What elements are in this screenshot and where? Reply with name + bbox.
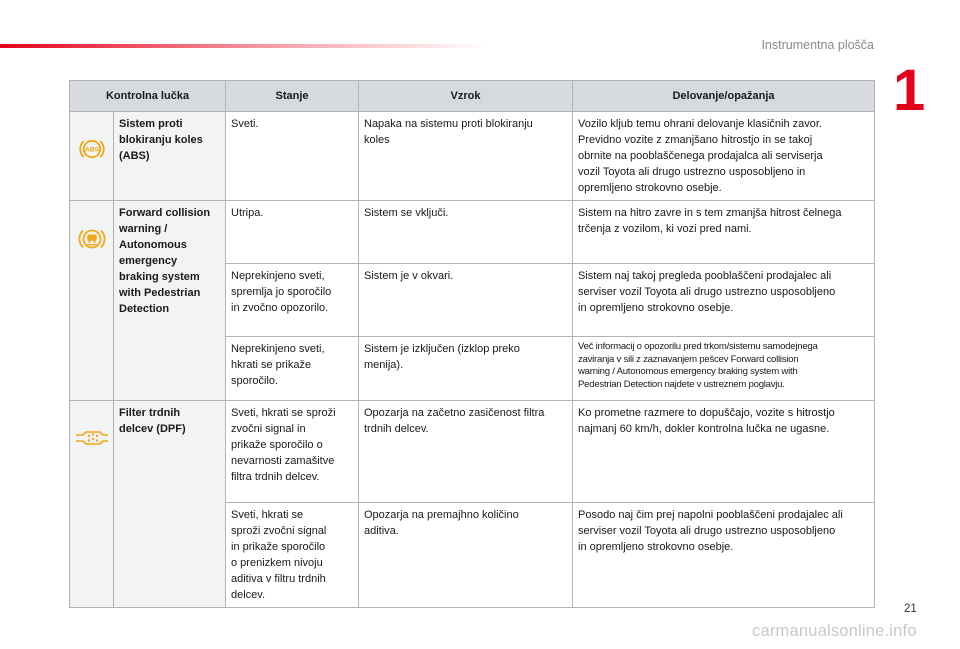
cause-cell: Opozarja na začetno zasičenost filtra trdnih delcev. bbox=[359, 401, 573, 503]
action-cell: Več informacij o opozorilu pred trkom/sistemu samodejnega zaviranja v sili z zaznavanjem pešcev Forward collision warning / Autonomous emergency braking system with Pedestrian Detection najdete v ustreznem poglavju. bbox=[573, 337, 875, 401]
chapter-number: 1 bbox=[893, 58, 926, 123]
action-cell: Sistem na hitro zavre in s tem zmanjša hitrost čelnega trčenja z vozilom, ki vozi pred nami. bbox=[573, 201, 875, 264]
column-header-indicator: Kontrolna lučka bbox=[70, 81, 226, 112]
page-number: 21 bbox=[904, 603, 917, 615]
table-row bbox=[70, 401, 875, 503]
warning-lights-table bbox=[69, 80, 875, 608]
svg-text:ABS: ABS bbox=[84, 146, 99, 154]
particle-filter-icon bbox=[75, 426, 109, 450]
cause-cell: Sistem je v okvari. bbox=[359, 264, 573, 337]
section-title: Instrumentna plošča bbox=[761, 38, 874, 52]
action-cell: Vozilo kljub temu ohrani delovanje klasičnih zavor. Previdno vozite z zmanjšano hitrostjo in se takoj obrnite na pooblaščenega prodajalca ali serviserja vozil Toyota ali drugo ustrezno usposobljeno in opremljeno strokovno osebje. bbox=[573, 112, 875, 201]
table-header-row bbox=[70, 81, 875, 112]
state-cell: Sveti. bbox=[226, 112, 359, 201]
action-cell: Posodo naj čim prej napolni pooblaščeni prodajalec ali serviser vozil Toyota ali drugo ustrezno usposobljeno in opremljeno strokovno osebje. bbox=[573, 503, 875, 608]
indicator-name: Sistem proti blokiranju koles (ABS) bbox=[114, 112, 226, 201]
watermark: carmanualsonline.info bbox=[752, 622, 917, 640]
action-cell: Sistem naj takoj pregleda pooblaščeni prodajalec ali serviser vozil Toyota ali drugo ustrezno usposobljeno in opremljeno strokovno osebje. bbox=[573, 264, 875, 337]
indicator-name: Filter trdnih delcev (DPF) bbox=[114, 401, 226, 608]
header-accent-bar bbox=[0, 44, 490, 48]
state-cell: Neprekinjeno sveti, hkrati se prikaže sporočilo. bbox=[226, 337, 359, 401]
cause-cell: Sistem se vključi. bbox=[359, 201, 573, 264]
state-cell: Sveti, hkrati se sproži zvočni signal in prikaže sporočilo o nevarnosti zamašitve filtra trdnih delcev. bbox=[226, 401, 359, 503]
state-cell: Utripa. bbox=[226, 201, 359, 264]
icon-cell bbox=[70, 401, 114, 608]
cause-cell: Sistem je izključen (izklop preko menija). bbox=[359, 337, 573, 401]
abs-warning-icon bbox=[79, 137, 105, 161]
state-cell: Neprekinjeno sveti, spremlja jo sporočilo in zvočno opozorilo. bbox=[226, 264, 359, 337]
indicator-name: Forward collision warning / Autonomous emergency braking system with Pedestrian Detection bbox=[114, 201, 226, 401]
icon-cell bbox=[70, 112, 114, 201]
column-header-action: Delovanje/opažanja bbox=[573, 81, 875, 112]
table-row bbox=[70, 201, 875, 264]
state-cell: Sveti, hkrati se sproži zvočni signal in prikaže sporočilo o prenizkem nivoju aditiva v filtru trdnih delcev. bbox=[226, 503, 359, 608]
column-header-cause: Vzrok bbox=[359, 81, 573, 112]
cause-cell: Napaka na sistemu proti blokiranju koles bbox=[359, 112, 573, 201]
forward-collision-warning-icon bbox=[77, 226, 107, 252]
table-row bbox=[70, 112, 875, 201]
icon-cell bbox=[70, 201, 114, 401]
cause-cell: Opozarja na premajhno količino aditiva. bbox=[359, 503, 573, 608]
column-header-state: Stanje bbox=[226, 81, 359, 112]
action-cell: Ko prometne razmere to dopuščajo, vozite s hitrostjo najmanj 60 km/h, dokler kontrolna lučka ne ugasne. bbox=[573, 401, 875, 503]
